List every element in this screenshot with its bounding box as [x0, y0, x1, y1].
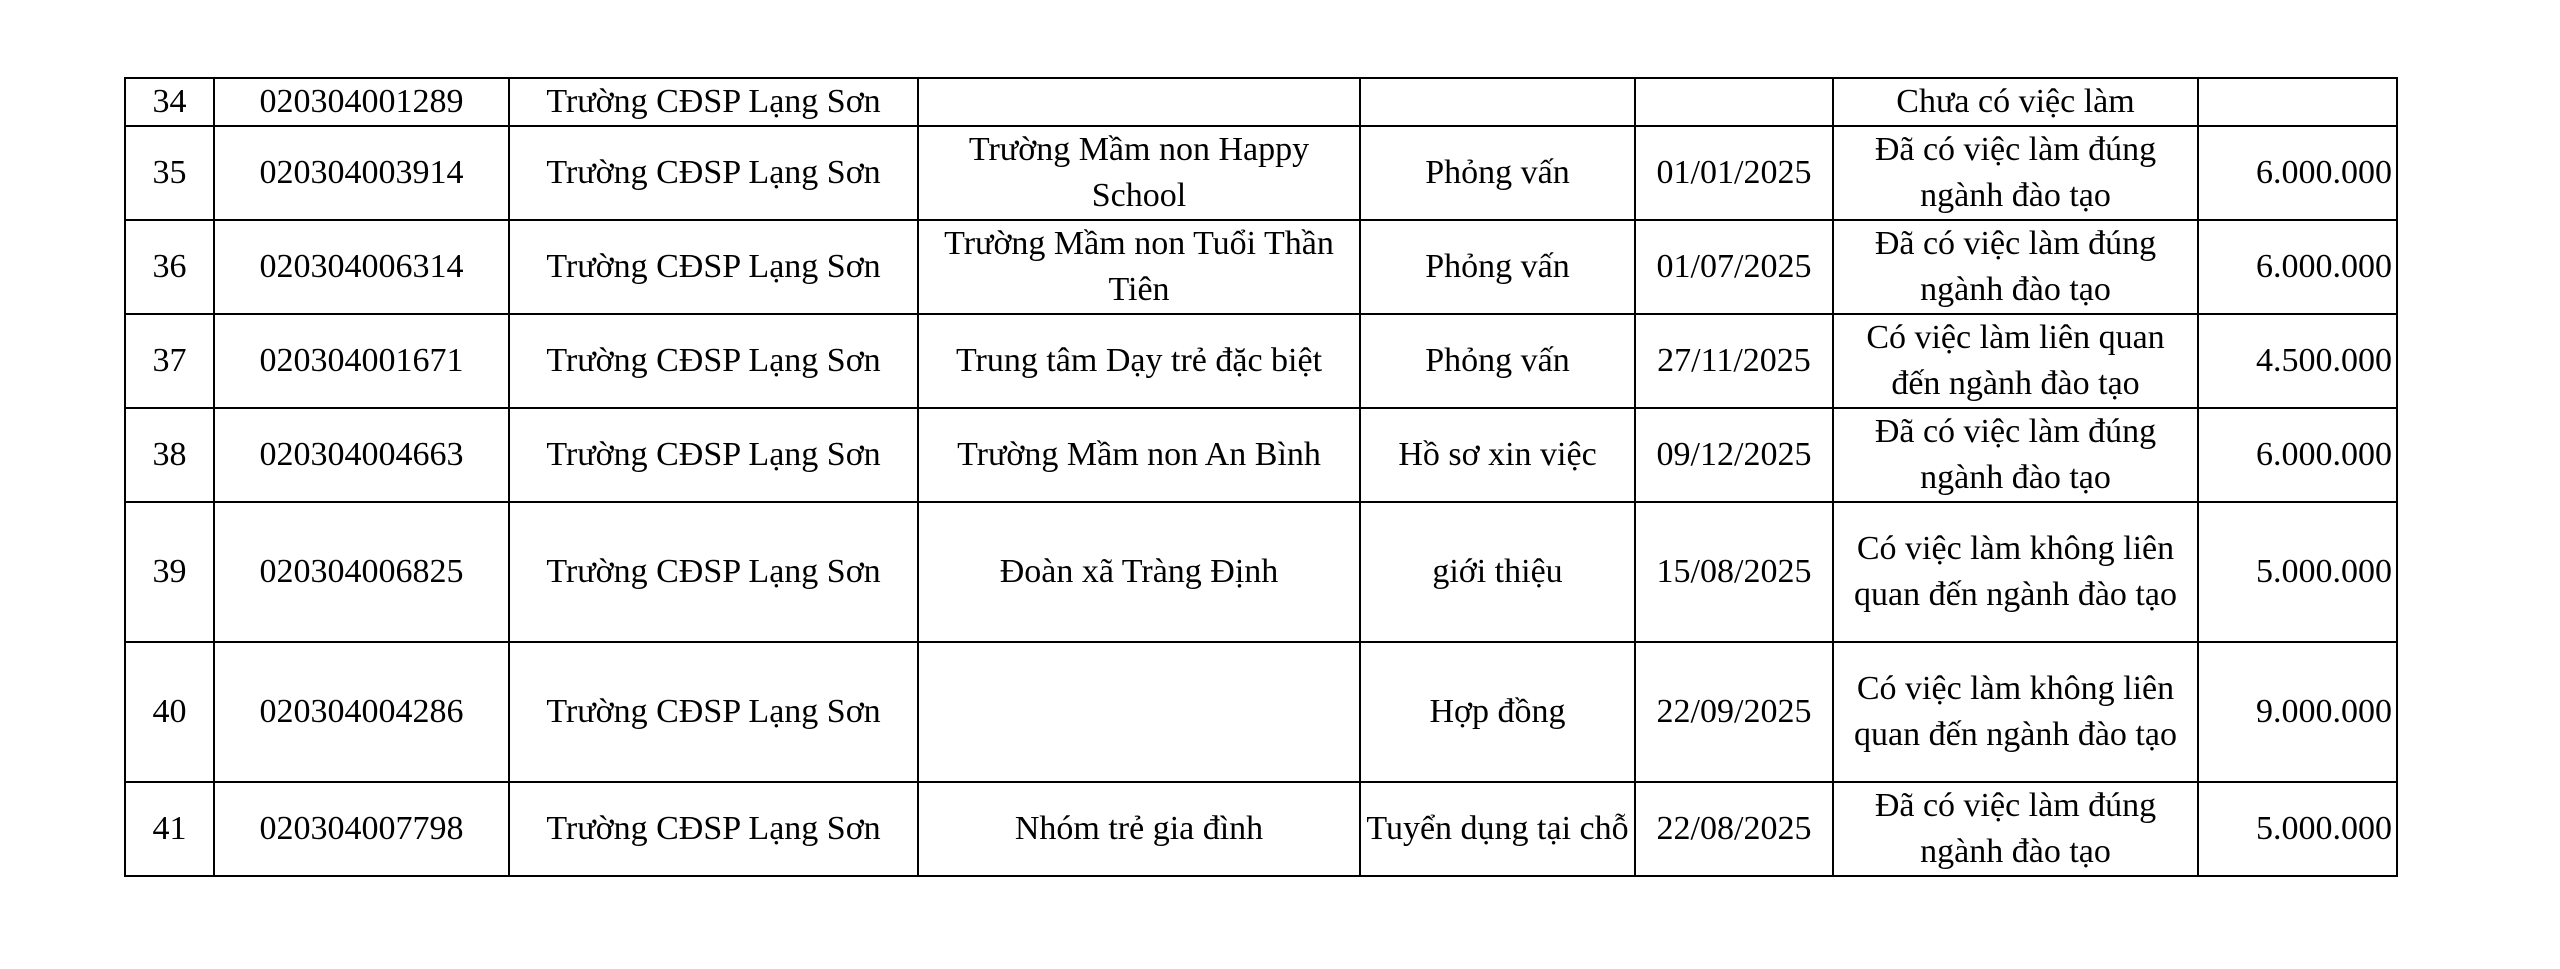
employer-name: Trường Mầm non An Bình — [918, 408, 1360, 502]
table-row — [125, 782, 2397, 876]
employment-status: Có việc làm không liên quan đến ngành đào tạo — [1833, 502, 2198, 642]
student-id: 020304001671 — [214, 314, 509, 408]
employer-name — [918, 78, 1360, 126]
student-id: 020304004286 — [214, 642, 509, 782]
start-date: 22/08/2025 — [1635, 782, 1833, 876]
student-id: 020304006825 — [214, 502, 509, 642]
student-id: 020304006314 — [214, 220, 509, 314]
student-id: 020304007798 — [214, 782, 509, 876]
employer-name: Đoàn xã Tràng Định — [918, 502, 1360, 642]
table-row — [125, 126, 2397, 220]
employer-name: Trung tâm Dạy trẻ đặc biệt — [918, 314, 1360, 408]
school-name: Trường CĐSP Lạng Sơn — [509, 642, 918, 782]
salary: 6.000.000 — [2198, 126, 2397, 220]
table-row — [125, 408, 2397, 502]
employment-status: Đã có việc làm đúng ngành đào tạo — [1833, 408, 2198, 502]
hiring-method: Hợp đồng — [1360, 642, 1635, 782]
student-id: 020304004663 — [214, 408, 509, 502]
table-row — [125, 220, 2397, 314]
employment-table — [124, 77, 2398, 877]
school-name: Trường CĐSP Lạng Sơn — [509, 782, 918, 876]
salary: 5.000.000 — [2198, 782, 2397, 876]
hiring-method: Tuyển dụng tại chỗ — [1360, 782, 1635, 876]
salary: 5.000.000 — [2198, 502, 2397, 642]
row-number: 40 — [125, 642, 214, 782]
employment-status: Đã có việc làm đúng ngành đào tạo — [1833, 220, 2198, 314]
row-number: 38 — [125, 408, 214, 502]
row-number: 36 — [125, 220, 214, 314]
table-row — [125, 502, 2397, 642]
hiring-method: giới thiệu — [1360, 502, 1635, 642]
school-name: Trường CĐSP Lạng Sơn — [509, 78, 918, 126]
school-name: Trường CĐSP Lạng Sơn — [509, 126, 918, 220]
salary: 6.000.000 — [2198, 408, 2397, 502]
employer-name: Trường Mầm non Happy School — [918, 126, 1360, 220]
employer-name: Nhóm trẻ gia đình — [918, 782, 1360, 876]
table-row — [125, 314, 2397, 408]
employment-status: Đã có việc làm đúng ngành đào tạo — [1833, 126, 2198, 220]
table-row — [125, 78, 2397, 126]
row-number: 37 — [125, 314, 214, 408]
row-number: 35 — [125, 126, 214, 220]
salary: 9.000.000 — [2198, 642, 2397, 782]
student-id: 020304001289 — [214, 78, 509, 126]
hiring-method: Phỏng vấn — [1360, 220, 1635, 314]
employment-status: Có việc làm liên quan đến ngành đào tạo — [1833, 314, 2198, 408]
row-number: 34 — [125, 78, 214, 126]
school-name: Trường CĐSP Lạng Sơn — [509, 220, 918, 314]
student-id: 020304003914 — [214, 126, 509, 220]
row-number: 41 — [125, 782, 214, 876]
start-date: 09/12/2025 — [1635, 408, 1833, 502]
salary: 6.000.000 — [2198, 220, 2397, 314]
start-date: 01/07/2025 — [1635, 220, 1833, 314]
school-name: Trường CĐSP Lạng Sơn — [509, 502, 918, 642]
school-name: Trường CĐSP Lạng Sơn — [509, 408, 918, 502]
employment-status: Có việc làm không liên quan đến ngành đào tạo — [1833, 642, 2198, 782]
table-row — [125, 642, 2397, 782]
employment-status: Đã có việc làm đúng ngành đào tạo — [1833, 782, 2198, 876]
hiring-method — [1360, 78, 1635, 126]
school-name: Trường CĐSP Lạng Sơn — [509, 314, 918, 408]
row-number: 39 — [125, 502, 214, 642]
hiring-method: Hồ sơ xin việc — [1360, 408, 1635, 502]
start-date: 27/11/2025 — [1635, 314, 1833, 408]
start-date: 15/08/2025 — [1635, 502, 1833, 642]
hiring-method: Phỏng vấn — [1360, 314, 1635, 408]
start-date: 01/01/2025 — [1635, 126, 1833, 220]
employment-status: Chưa có việc làm — [1833, 78, 2198, 126]
start-date — [1635, 78, 1833, 126]
salary — [2198, 78, 2397, 126]
employer-name: Trường Mầm non Tuổi Thần Tiên — [918, 220, 1360, 314]
employer-name — [918, 642, 1360, 782]
salary: 4.500.000 — [2198, 314, 2397, 408]
start-date: 22/09/2025 — [1635, 642, 1833, 782]
hiring-method: Phỏng vấn — [1360, 126, 1635, 220]
